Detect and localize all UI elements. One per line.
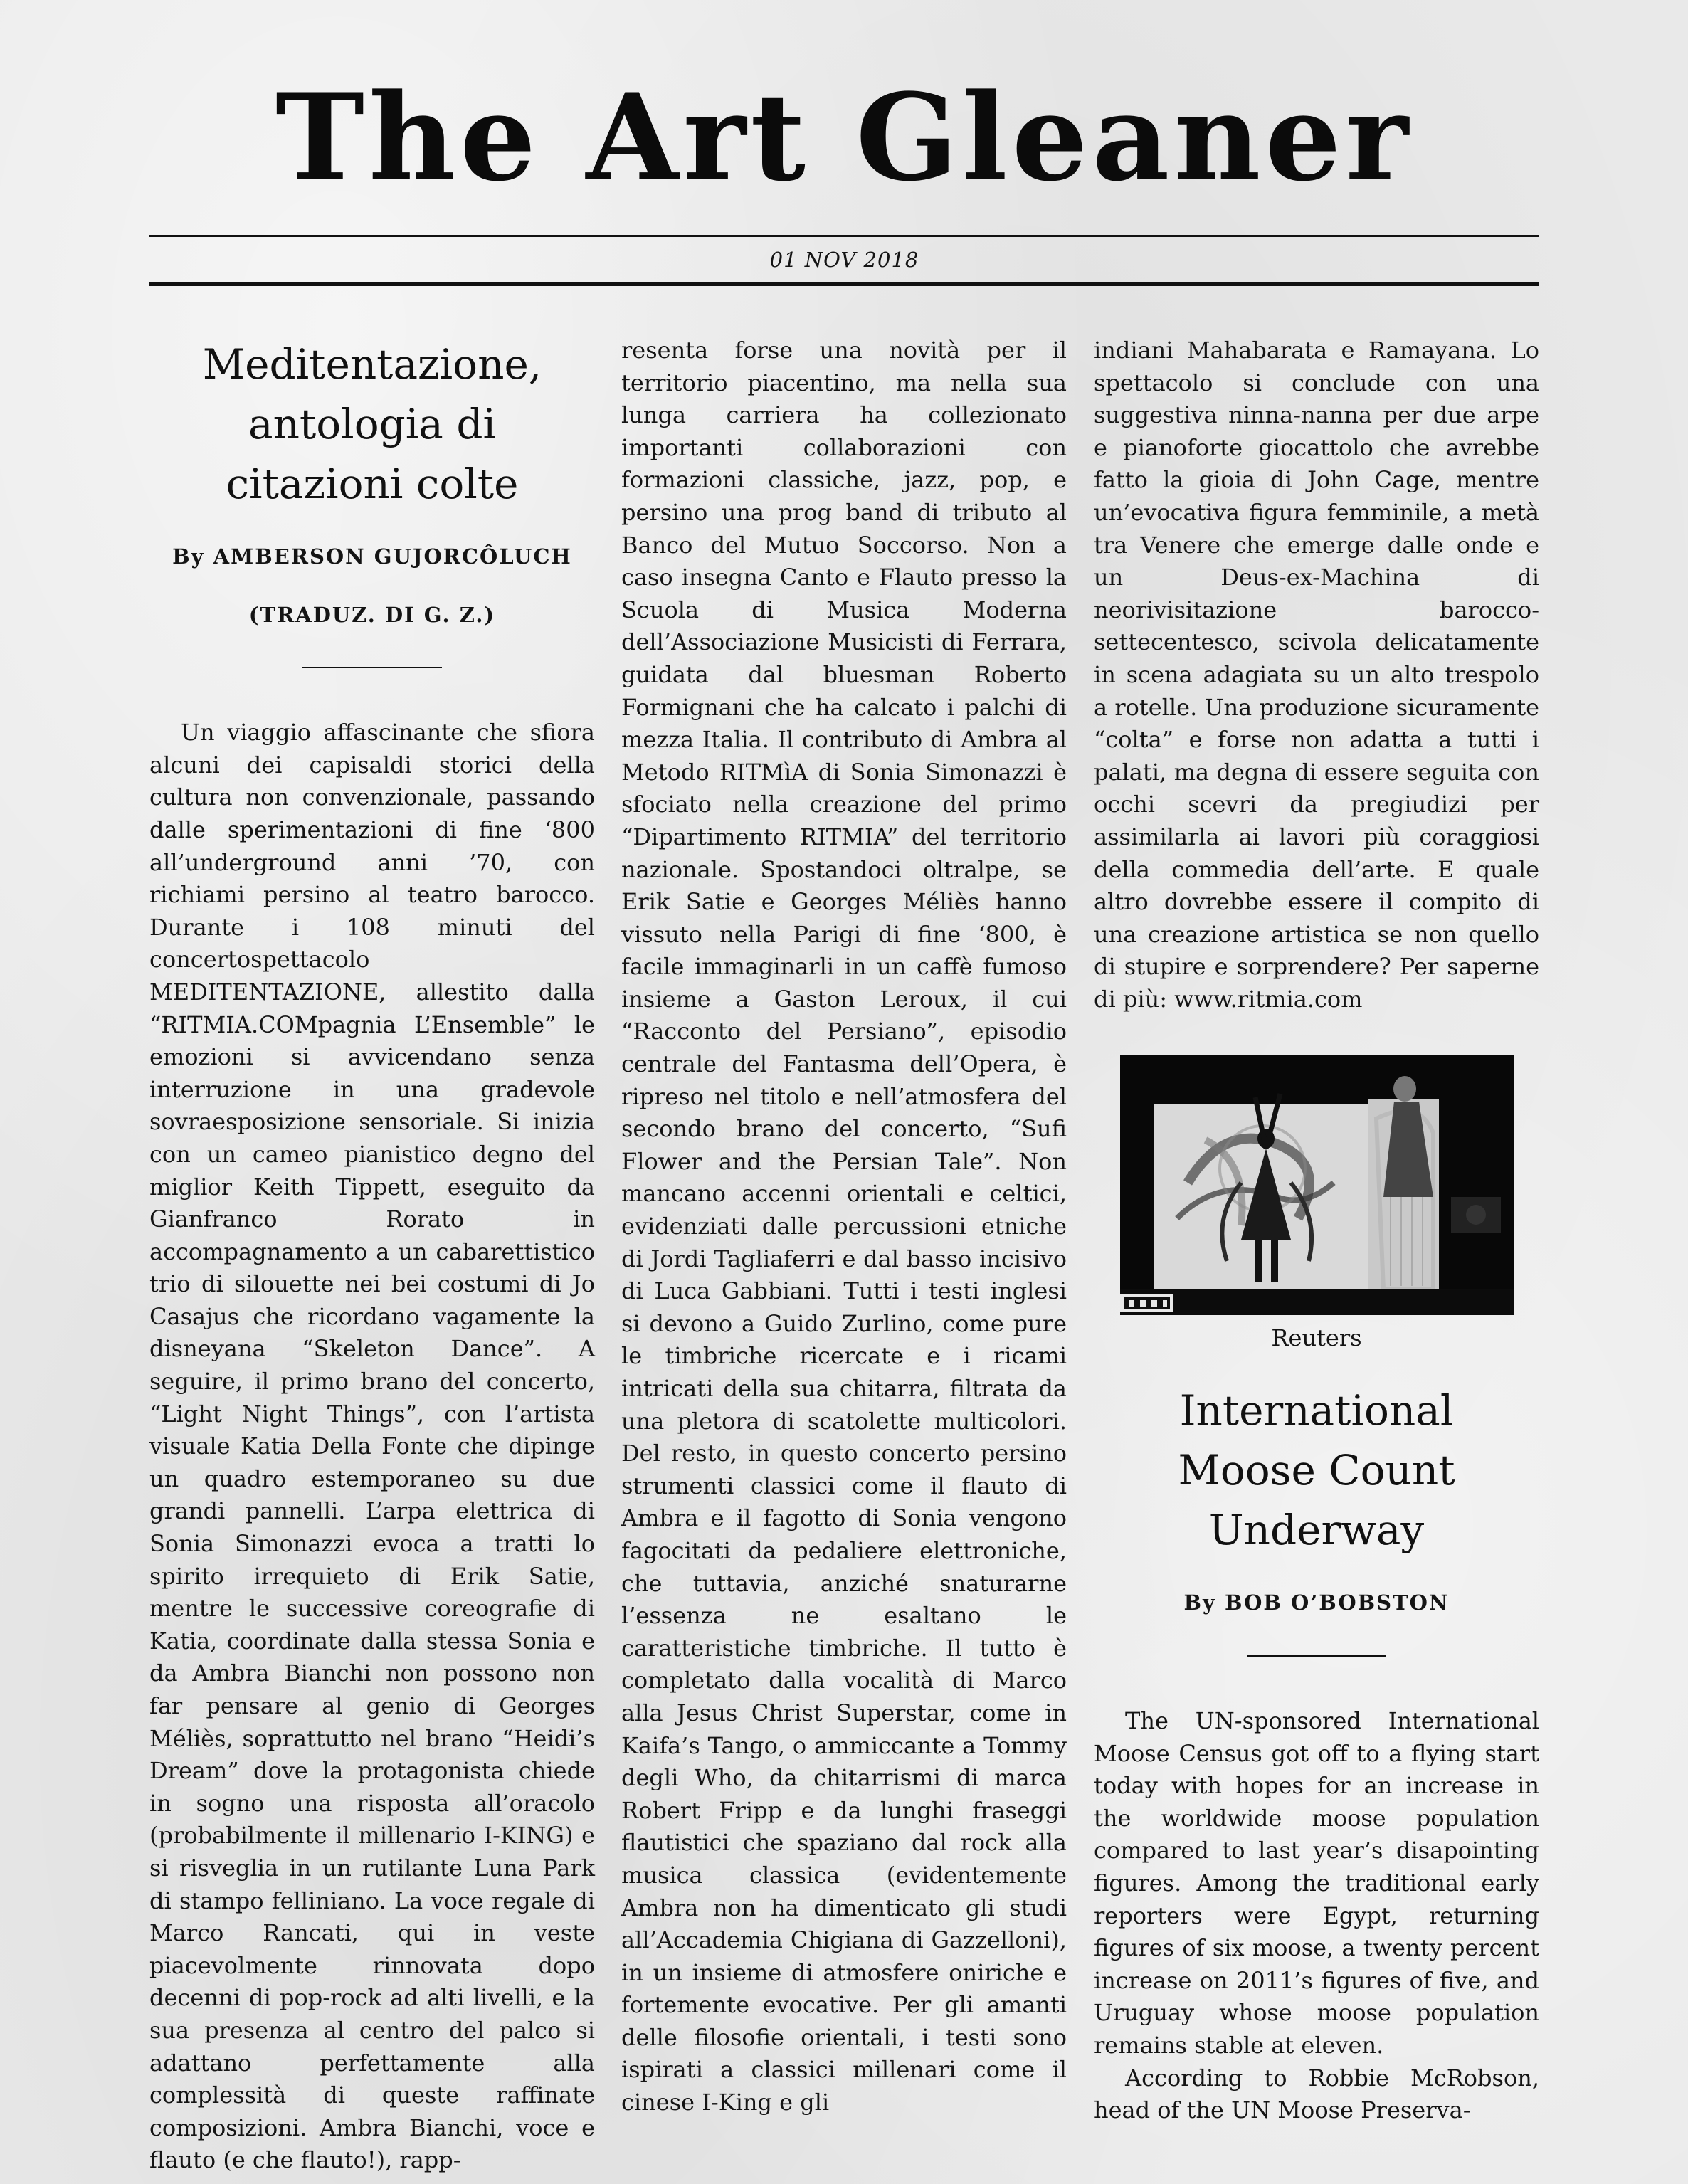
article1-byline: [149, 541, 595, 574]
masthead-rule-thick: [149, 282, 1539, 286]
article1-separator: [302, 667, 442, 668]
article1-headline-line: Meditentazione,: [202, 340, 542, 389]
column-2: [621, 334, 1067, 2119]
concert-photo: [1120, 1055, 1514, 1315]
masthead-title: The Art Gleaner: [275, 67, 1413, 208]
article1-body-col3: indiani Mahabarata e Ramayana. Lo spettacolo si conclude con una suggestiva ninna-nanna per due arpe e pianoforte giocattolo che avrebbe fatto la gioia di John Cage, mentre un’evocativa figura femminile, a metà tra Venere che emerge dalle onde e un Deus-ex-Machina di neorivisitazione barocco-settecentesco, scivola delicatamente in scena adagiata su un alto trespolo a rotelle. Una produzione sicuramente “colta” e forse non adatta a tutti i palati, ma degna di essere seguita con occhi scevri da pregiudizi per assimilarla ai lavori più coraggiosi della commedia dell’arte. E quale altro dovrebbe essere il compito di una creazione artistica se non quello di stupire e sorprendere? Per saperne di più: www.ritmia.com: [1094, 337, 1539, 1013]
column-3: [1094, 334, 1539, 2127]
byline-author: AMBERSON GUJORCÔLUCH: [213, 544, 572, 569]
byline-prefix: By: [172, 544, 205, 569]
column-1: [149, 334, 595, 2177]
article1-body-col2: resenta forse una novità per il territorio piacentino, ma nella sua lunga carriera ha collezionato importanti collaborazioni con formazioni classiche, jazz, pop, e persino una prog band di tributo al Banco del Mutuo Soccorso. Non a caso insegna Canto e Flauto presso la Scuola di Musica Moderna dell’Associazione Musicisti di Ferrara, guidata dal bluesman Roberto Formignani che ha calcato i palchi di mezza Italia. Il contributo di Ambra al Metodo RITMìA di Sonia Simonazzi è sfociato nella creazione del primo “Dipartimento RITMIA” del territorio nazionale. Spostandoci oltralpe, se Erik Satie e Georges Méliès hanno vissuto nella Parigi di fine ‘800, è facile immaginarli in un caffè fumoso insieme a Gaston Leroux, il cui “Racconto del Persiano”, episodio centrale del Fantasma dell’Opera, è ripreso nel titolo e nell’atmosfera del secondo brano del concerto, “Sufi Flower and the Persian Tale”. Non mancano accenni orientali e celtici, evidenziati dalle percussioni etniche di Jordi Tagliaferri e dal basso incisivo di Luca Gabbiani. Tutti i testi inglesi si devono a Guido Zurlino, come pure le timbriche ricercate e i ricami intricati della sua chitarra, filtrata da una pletora di scatolette multicolori. Del resto, in questo concerto persino strumenti classici come il flauto di Ambra e il fagotto di Sonia vengono fagocitati da pedaliere elettroniche, che tuttavia, anziché snaturarne l’essenza ne esaltano le caratteristiche timbriche. Il tutto è completato dalla vocalità di Marco alla Jesus Christ Superstar, come in Kaifa’s Tango, o ammiccante a Tommy degli Who, da chitarrismi di marca Robert Fripp e da lunghi fraseggi flautistici che spaziano dal rock alla musica classica (evidentemente Ambra non ha dimenticato gli studi all’Accademia Chigiana di Gazzelloni), in un insieme di atmosfere oniriche e fortemente evocative. Per gli amanti delle filosofie orientali, i testi sono ispirati a classici millenari come il cinese I-King e gli: [621, 337, 1067, 2116]
masthead-rule-thin: [149, 235, 1539, 237]
article1-headline-line: antologia di: [248, 400, 496, 448]
photo-caption: Reuters: [1271, 1324, 1362, 1352]
article2-headline-line: Moose Count: [1178, 1446, 1455, 1495]
article2-byline: [1094, 1587, 1539, 1620]
article2-headline: [1094, 1381, 1539, 1560]
article2-paragraph: According to Robbie McRobson, head of the UN Moose Preserva-: [1094, 2064, 1539, 2124]
article1-headline-line: citazioni colte: [226, 460, 519, 508]
article2-headline-line: Underway: [1208, 1506, 1425, 1555]
byline-author: BOB O’BOBSTON: [1225, 1590, 1450, 1615]
dateline: 01 NOV 2018: [769, 248, 919, 272]
article1-headline: [149, 334, 595, 514]
article1-body-col1: Un viaggio affascinante che sfiora alcuni dei capisaldi storici della cultura non convenzionale, passando dalle sperimentazioni di fine ‘800 all’underground anni ’70, con richiami persino al teatro barocco. Durante i 108 minuti del concertospettacolo MEDITENTAZIONE, allestito dalla “RITMIA.COMpagnia L’Ensemble” le emozioni si avvicendano senza interruzione in una gradevole sovraesposizione sensoriale. Si inizia con un cameo pianistico degno del miglior Keith Tippett, eseguito da Gianfranco Rorato in accompagnamento a un cabarettistico trio di silouette nei bei costumi di Jo Casajus che ricordano vagamente la disneyana “Skeleton Dance”. A seguire, il primo brano del concerto, “Light Night Things”, con l’artista visuale Katia Della Fonte che dipinge un quadro estemporaneo su due grandi pannelli. L’arpa elettrica di Sonia Simonazzi evoca a tratti lo spirito irrequieto di Erik Satie, mentre le successive coreografie di Katia, coordinate dalla stessa Sonia e da Ambra Bianchi non possono non far pensare al genio di Georges Méliès, soprattutto nel brano “Heidi’s Dream” dove la protagonista chiede in sogno una risposta all’oracolo (probabilmente il millenario I-KING) e si risveglia in un rutilante Luna Park di stampo felliniano. La voce regale di Marco Rancati, qui in veste piacevolmente rinnovata dopo decenni di pop-rock ad alti livelli, e la sua presenza al centro del palco si adattano perfettamente alla complessità di queste raffinate composizioni. Ambra Bianchi, voce e flauto (e che flauto!), rapp-: [149, 719, 595, 2174]
article2-separator: [1247, 1655, 1386, 1657]
photo-figure: [1094, 1055, 1539, 1352]
byline-prefix: By: [1183, 1590, 1216, 1615]
article2-headline-line: International: [1179, 1386, 1454, 1435]
article1-translator: (TRADUZ. DI G. Z.): [248, 602, 496, 627]
article2-paragraph: The UN-sponsored International Moose Census got off to a flying start today with hopes for an increase in the worldwide moose population compared to last year’s disapointing figures. Among the traditional early reporters were Egypt, returning figures of six moose, a twenty percent increase on 2011’s figures of five, and Uruguay whose moose population remains stable at eleven.: [1094, 1707, 1539, 2059]
